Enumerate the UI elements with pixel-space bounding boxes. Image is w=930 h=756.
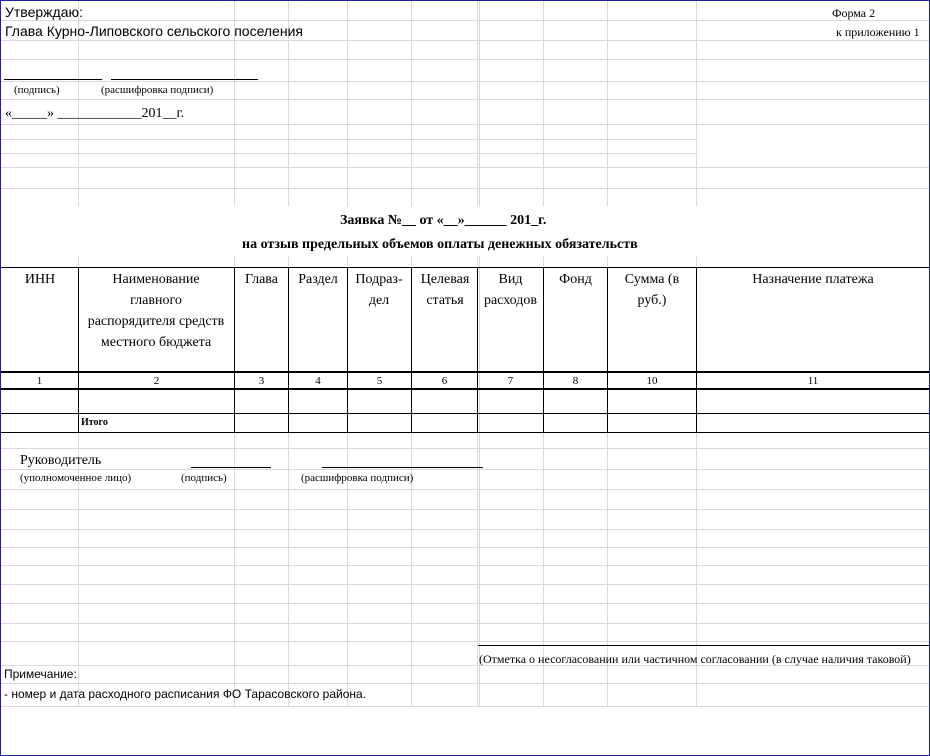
- grid-line: [1, 584, 929, 585]
- col-header-inn: ИНН: [24, 272, 56, 287]
- request-subtitle: [242, 235, 696, 253]
- col-number: 2: [153, 375, 160, 387]
- col-number: 5: [376, 375, 383, 387]
- table-row[interactable]: [1, 390, 929, 413]
- col-header-subsection: Подраз-дел: [355, 272, 403, 308]
- col-header-fund: Фонд: [559, 272, 592, 287]
- grid-line: [1, 59, 929, 60]
- grid-line: [1, 188, 929, 189]
- grid-line: [1, 81, 929, 82]
- table-header-bottom-border: [1, 371, 929, 373]
- grid-line: [1, 641, 929, 642]
- note-text: - номер и дата расходного расписания ФО Тарасовского района.: [4, 687, 367, 701]
- decode-line: [111, 79, 258, 80]
- grid-line: [1, 529, 929, 530]
- col-number: 11: [807, 375, 819, 387]
- disagreement-line: [478, 645, 929, 646]
- request-subtitle-text: на отзыв предельных объемов оплаты денежных обязательств: [242, 237, 638, 252]
- col-header-section: Раздел: [298, 272, 338, 287]
- col-header-target: Целевая статья: [420, 272, 470, 308]
- col-number: 8: [572, 375, 579, 387]
- disagreement-text: (Отметка о несогласовании или частичном согласовании (в случае наличия таковой): [479, 652, 911, 666]
- grid-line: [1, 603, 929, 604]
- decode-caption: (расшифровка подписи): [101, 84, 214, 96]
- signature-line: [4, 79, 102, 80]
- grid-line: [1, 124, 929, 125]
- sign-caption: (подпись): [14, 84, 60, 96]
- grid-line: [1, 623, 929, 624]
- grid-line: [1, 20, 929, 21]
- col-number: 6: [441, 375, 448, 387]
- total-label: Итого: [81, 417, 108, 428]
- request-title: Заявка №__ от «__»______ 201_г.: [340, 213, 547, 228]
- col-number: 10: [646, 375, 658, 387]
- grid-line: [1, 683, 929, 684]
- head-decode-caption: (расшифровка подписи): [301, 472, 414, 484]
- col-number: 1: [36, 375, 43, 387]
- col-header-sum: Сумма (в руб.): [624, 272, 680, 308]
- approve-date: «_____» ____________201__г.: [5, 106, 185, 121]
- note-label: Примечание:: [4, 667, 77, 681]
- grid-line: [1, 99, 929, 100]
- head-sign-caption: (подпись): [181, 472, 227, 484]
- grid-line: [1, 706, 929, 707]
- col-number: 4: [315, 375, 321, 387]
- grid-line: [1, 489, 929, 490]
- grid-line: [1, 153, 696, 154]
- col-header-expense-type: Вид расходов: [483, 272, 538, 308]
- approver-position: Глава Курно-Липовского сельского поселения: [5, 23, 303, 39]
- head-sign-line: [191, 467, 271, 468]
- grid-line: [1, 40, 929, 41]
- head-decode-line: [322, 467, 483, 468]
- grid-line: [1, 547, 929, 548]
- head-label: Руководитель: [20, 453, 102, 468]
- grid-line: [479, 1, 480, 707]
- col-number: 3: [258, 375, 265, 387]
- grid-line: [1, 469, 929, 470]
- grid-line: [1, 509, 929, 510]
- grid-line: [1, 139, 696, 140]
- grid-line: [1, 565, 929, 566]
- table-bottom-border: [1, 432, 929, 433]
- disagreement-cell: [479, 650, 929, 668]
- col-header-purpose: Назначение платежа: [752, 272, 874, 287]
- col-number: 7: [507, 375, 514, 387]
- approve-label: Утверждаю:: [5, 4, 83, 20]
- table-top-border: [1, 267, 929, 268]
- form-appendix: к приложению 1: [836, 25, 920, 39]
- authorized-caption: (уполномоченное лицо): [20, 472, 132, 484]
- grid-line: [1, 448, 929, 449]
- col-header-chapter: Глава: [245, 272, 278, 287]
- table-row-border: [1, 413, 929, 414]
- grid-line: [1, 167, 929, 168]
- col-header-name: Наименование главного распорядителя средств местного бюджета: [87, 272, 225, 350]
- form-name: Форма 2: [832, 6, 876, 20]
